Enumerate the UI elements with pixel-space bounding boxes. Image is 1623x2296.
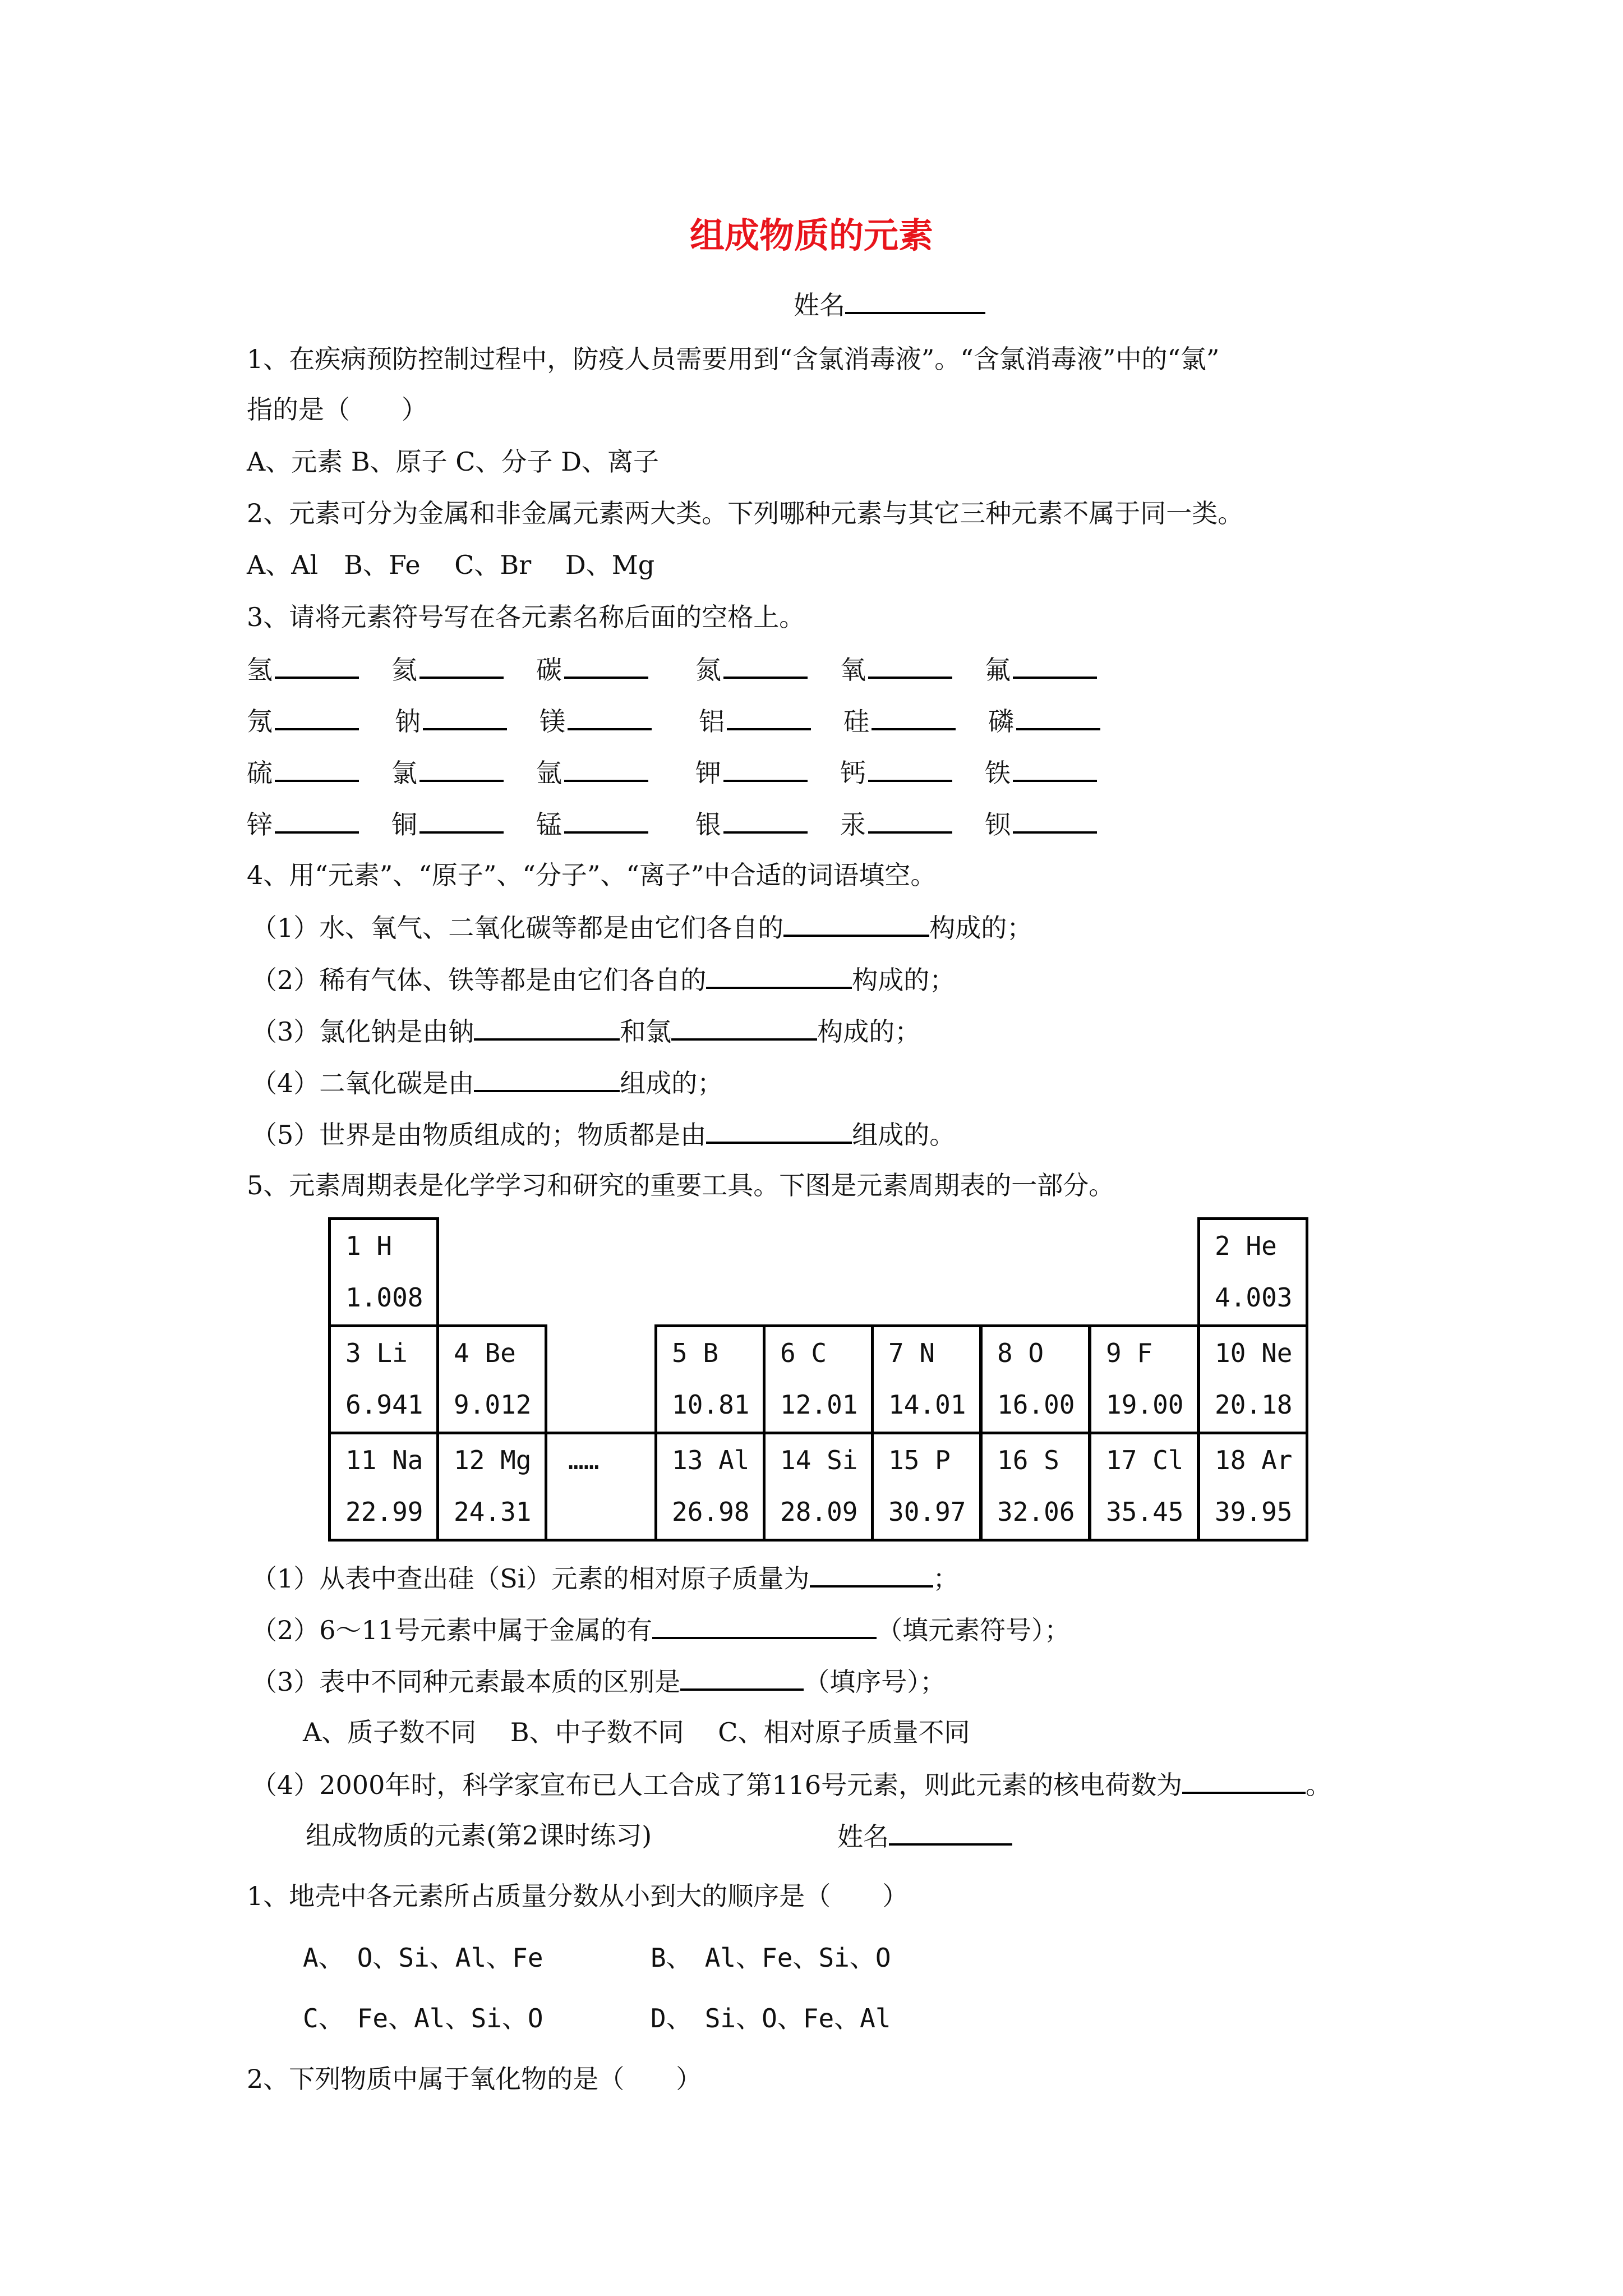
element-cell: 氢 bbox=[247, 652, 359, 687]
part2-q1-option-c: C、 Fe、Al、Si、O bbox=[303, 2003, 543, 2033]
q5-sub3-options: A、质子数不同 B、中子数不同 C、相对原子质量不同 bbox=[303, 1717, 970, 1747]
element-blank[interactable] bbox=[868, 755, 952, 782]
q4-sub2: （2）稀有气体、铁等都是由它们各自的 构成的； bbox=[251, 962, 955, 997]
element-cell-Si: 14 Si 28.09 bbox=[763, 1432, 874, 1542]
q5-blank-4[interactable] bbox=[1182, 1767, 1306, 1794]
element-cell: 碳 bbox=[536, 652, 648, 687]
element-blank[interactable] bbox=[419, 807, 504, 834]
element-cell: 锰 bbox=[536, 807, 648, 841]
element-cell-O: 8 O 16.00 bbox=[980, 1324, 1091, 1434]
element-blank[interactable] bbox=[1013, 807, 1097, 834]
part2-heading: 组成物质的元素(第2课时练习) bbox=[306, 1820, 652, 1851]
page-title: 组成物质的元素 bbox=[689, 215, 933, 256]
element-cell: 钙 bbox=[840, 755, 952, 790]
element-cell-B: 5 B 10.81 bbox=[654, 1324, 766, 1434]
element-cell-N: 7 N 14.01 bbox=[871, 1324, 982, 1434]
q1-line2: 指的是（ ） bbox=[247, 394, 427, 425]
element-blank[interactable] bbox=[723, 755, 808, 782]
element-blank[interactable] bbox=[872, 703, 956, 730]
element-cell: 铁 bbox=[985, 755, 1097, 790]
element-blank[interactable] bbox=[868, 652, 952, 679]
part2-name-blank[interactable] bbox=[889, 1819, 1012, 1846]
element-cell: 铜 bbox=[391, 807, 504, 841]
element-cell: 汞 bbox=[840, 807, 952, 841]
element-cell: 氩 bbox=[536, 755, 648, 790]
element-blank[interactable] bbox=[564, 755, 648, 782]
part2-name-line: 姓名 bbox=[837, 1819, 1012, 1853]
q4-blank-1[interactable] bbox=[783, 910, 929, 937]
part2-q1: 1、地壳中各元素所占质量分数从小到大的顺序是（ ） bbox=[247, 1881, 909, 1911]
q1-line1: 1、在疾病预防控制过程中，防疫人员需要用到“含氯消毒液”。“含氯消毒液”中的“氯” bbox=[247, 344, 1220, 374]
element-cell-F: 9 F 19.00 bbox=[1089, 1324, 1200, 1434]
element-blank[interactable] bbox=[727, 703, 811, 730]
element-blank[interactable] bbox=[423, 703, 507, 730]
element-blank[interactable] bbox=[419, 652, 504, 679]
element-cell-C: 6 C 12.01 bbox=[763, 1324, 874, 1434]
element-blank[interactable] bbox=[275, 807, 359, 834]
element-cell: 银 bbox=[695, 807, 808, 841]
part2-q2: 2、下列物质中属于氧化物的是（ ） bbox=[247, 2064, 702, 2094]
ellipsis-cell bbox=[545, 1432, 657, 1542]
q4-sub4: （4）二氧化碳是由 组成的； bbox=[251, 1065, 723, 1100]
q4-blank-4[interactable] bbox=[474, 1065, 620, 1092]
part2-q1-option-b: B、 Al、Fe、Si、O bbox=[651, 1943, 891, 1973]
element-blank[interactable] bbox=[1013, 652, 1097, 679]
q5-blank-3[interactable] bbox=[680, 1664, 804, 1691]
part2-q1-option-d: D、 Si、O、Fe、Al bbox=[651, 2003, 891, 2033]
element-cell: 磷 bbox=[988, 703, 1100, 738]
q5-blank-2[interactable] bbox=[652, 1612, 877, 1639]
q5-sub3: （3）表中不同种元素最本质的区别是 （填序号）； bbox=[251, 1664, 946, 1699]
element-cell: 镁 bbox=[540, 703, 652, 738]
q4-sub3: （3）氯化钠是由钠 和氯 构成的； bbox=[251, 1014, 920, 1048]
element-cell: 钠 bbox=[395, 703, 507, 738]
q5-sub4: （4）2000年时，科学家宣布已人工合成了第116号元素，则此元素的核电荷数为 。 bbox=[251, 1767, 1331, 1802]
element-cell: 钡 bbox=[985, 807, 1097, 841]
q5-sub2: （2）6～11号元素中属于金属的有 （填元素符号）； bbox=[251, 1612, 1070, 1647]
ellipsis: …… bbox=[568, 1445, 600, 1475]
element-blank[interactable] bbox=[564, 652, 648, 679]
q4-blank-5[interactable] bbox=[706, 1117, 852, 1144]
element-cell-Ar: 18 Ar 39.95 bbox=[1197, 1432, 1308, 1542]
element-cell: 钾 bbox=[695, 755, 808, 790]
q2-text: 2、元素可分为金属和非金属元素两大类。下列哪种元素与其它三种元素不属于同一类。 bbox=[247, 498, 1244, 528]
element-cell: 锌 bbox=[247, 807, 359, 841]
q4-sub1: （1）水、氧气、二氧化碳等都是由它们各自的 构成的； bbox=[251, 910, 1032, 945]
element-blank[interactable] bbox=[568, 703, 652, 730]
element-cell-Cl: 17 Cl 35.45 bbox=[1089, 1432, 1200, 1542]
element-cell: 氮 bbox=[695, 652, 808, 687]
element-blank[interactable] bbox=[275, 703, 359, 730]
element-cell-Li: 3 Li 6.941 bbox=[328, 1324, 439, 1434]
element-cell: 氖 bbox=[247, 703, 359, 738]
element-cell-P: 15 P 30.97 bbox=[871, 1432, 982, 1542]
element-cell-Ne: 10 Ne 20.18 bbox=[1197, 1324, 1308, 1434]
element-cell-He: 2 He 4.003 bbox=[1197, 1217, 1308, 1327]
q5-blank-1[interactable] bbox=[810, 1561, 933, 1588]
element-blank[interactable] bbox=[723, 807, 808, 834]
element-blank[interactable] bbox=[1016, 703, 1100, 730]
element-cell-Na: 11 Na 22.99 bbox=[328, 1432, 439, 1542]
element-cell-S: 16 S 32.06 bbox=[980, 1432, 1091, 1542]
q1-options: A、元素 B、原子 C、分子 D、离子 bbox=[247, 447, 659, 477]
element-cell-Mg: 12 Mg 24.31 bbox=[436, 1432, 547, 1542]
element-cell: 铝 bbox=[699, 703, 811, 738]
q4-blank-3b[interactable] bbox=[671, 1014, 817, 1041]
name-blank[interactable] bbox=[845, 287, 985, 314]
element-blank[interactable] bbox=[564, 807, 648, 834]
element-cell: 硫 bbox=[247, 755, 359, 790]
q4-sub5: （5）世界是由物质组成的；物质都是由 组成的。 bbox=[251, 1117, 955, 1152]
element-cell: 氟 bbox=[985, 652, 1097, 687]
element-blank[interactable] bbox=[275, 755, 359, 782]
element-cell: 硅 bbox=[843, 703, 956, 738]
element-cell-H: 1 H 1.008 bbox=[328, 1217, 439, 1327]
element-blank[interactable] bbox=[723, 652, 808, 679]
q5-text: 5、元素周期表是化学学习和研究的重要工具。下图是元素周期表的一部分。 bbox=[247, 1170, 1115, 1200]
element-blank[interactable] bbox=[868, 807, 952, 834]
q3-text: 3、请将元素符号写在各元素名称后面的空格上。 bbox=[247, 602, 805, 632]
name-label: 姓名 bbox=[794, 290, 845, 320]
element-blank[interactable] bbox=[419, 755, 504, 782]
q4-blank-3a[interactable] bbox=[474, 1014, 620, 1041]
element-cell: 氦 bbox=[391, 652, 504, 687]
element-blank[interactable] bbox=[275, 652, 359, 679]
element-cell-Be: 4 Be 9.012 bbox=[436, 1324, 547, 1434]
q5-sub1: （1）从表中查出硅（Si）元素的相对原子质量为 ； bbox=[251, 1561, 959, 1595]
element-blank[interactable] bbox=[1013, 755, 1097, 782]
q4-blank-2[interactable] bbox=[706, 962, 852, 989]
element-cell: 氧 bbox=[840, 652, 952, 687]
element-cell: 氯 bbox=[391, 755, 504, 790]
q4-text: 4、用“元素”、“原子”、“分子”、“离子”中合适的词语填空。 bbox=[247, 860, 937, 890]
name-line bbox=[794, 287, 985, 322]
q2-options: A、Al B、Fe C、Br D、Mg bbox=[247, 550, 655, 580]
element-cell-Al: 13 Al 26.98 bbox=[654, 1432, 766, 1542]
part2-q1-option-a: A、 O、Si、Al、Fe bbox=[303, 1943, 543, 1973]
